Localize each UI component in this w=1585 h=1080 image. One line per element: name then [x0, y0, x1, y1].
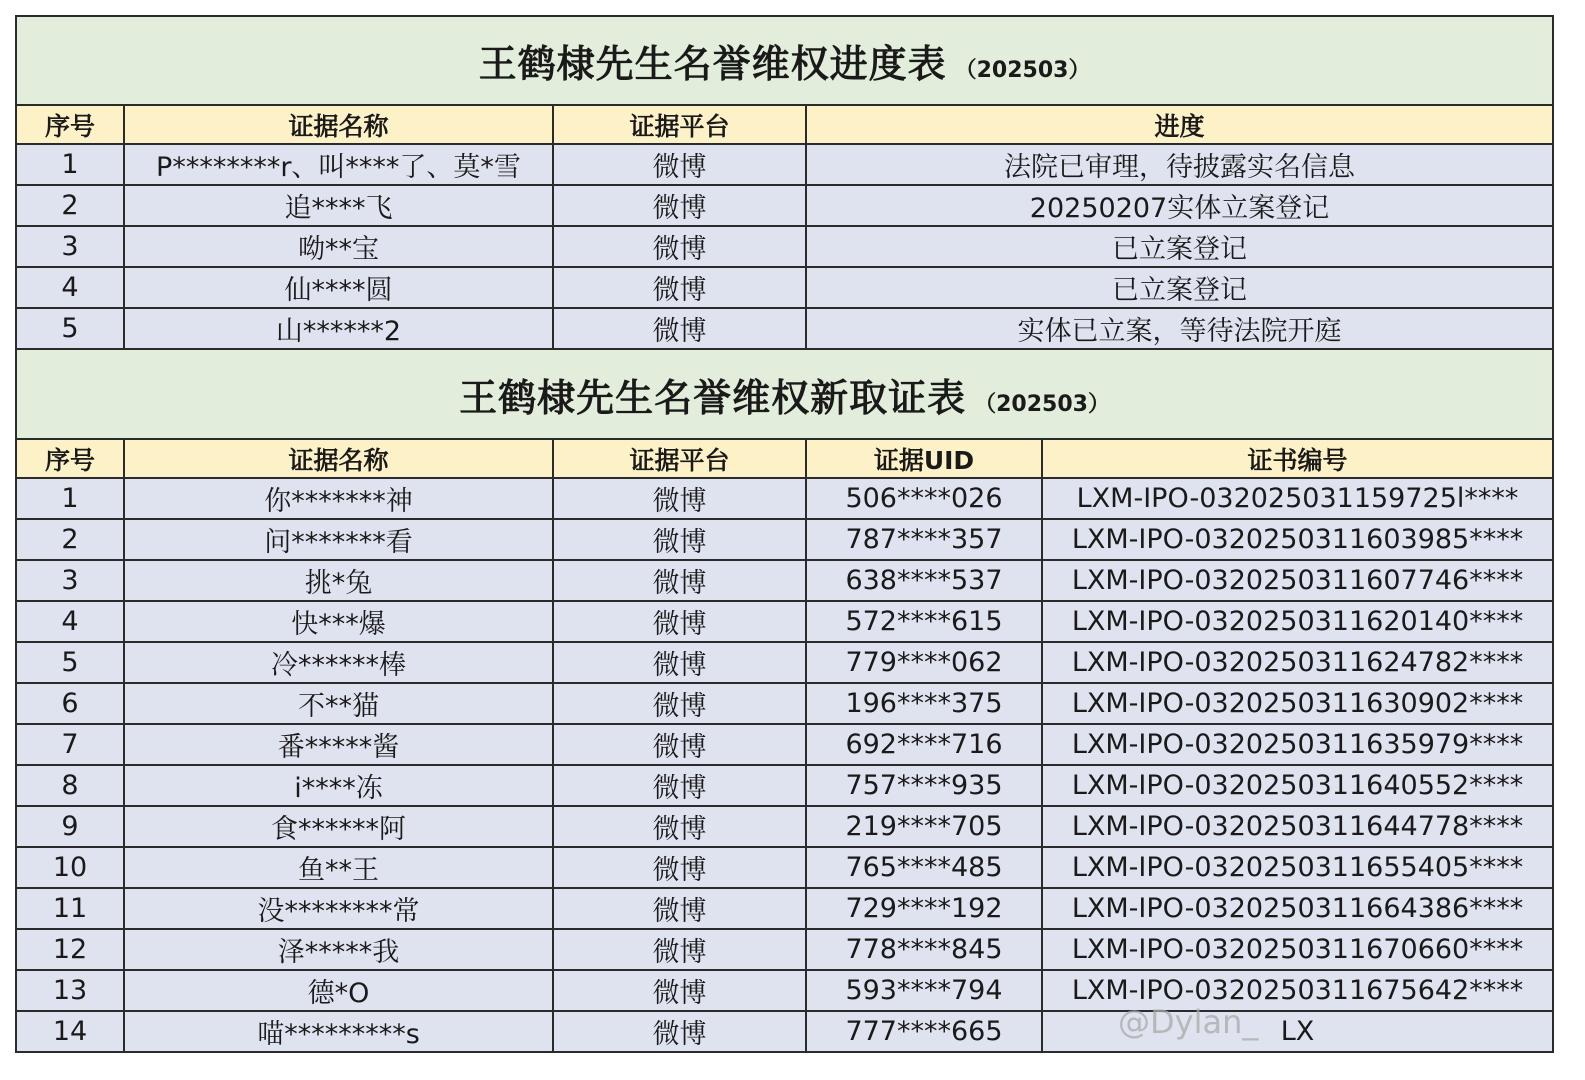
cell-uid: 572****615 [806, 601, 1042, 642]
table-row [16, 683, 1553, 724]
cell-certificate-no: LXM-IPO-0320250311607746**** [1042, 560, 1553, 601]
cell-index: 10 [16, 847, 124, 888]
cell-uid: 777****665 [806, 1011, 1042, 1052]
cell-index: 13 [16, 970, 124, 1011]
cell-evidence-name: 挑*兔 [124, 560, 553, 601]
cell-index: 9 [16, 806, 124, 847]
cell-evidence-name: 你*******神 [124, 478, 553, 519]
cell-certificate-no: LXM-IPO-0320250311603985**** [1042, 519, 1553, 560]
progress-table-date: （202503） [954, 58, 1091, 83]
progress-table-title-text: 王鹤棣先生名誉维权进度表 [478, 42, 947, 86]
cell-platform: 微博 [553, 560, 806, 601]
header-platform: 证据平台 [553, 439, 806, 478]
cell-platform: 微博 [553, 765, 806, 806]
cell-index: 5 [16, 308, 124, 349]
cell-evidence-name: P********r、叫****了、莫*雪 [124, 144, 553, 185]
cell-index: 2 [16, 519, 124, 560]
cell-evidence-name: 食******阿 [124, 806, 553, 847]
header-uid: 证据UID [806, 439, 1042, 478]
rights-table [15, 15, 1554, 1053]
cell-index: 4 [16, 601, 124, 642]
evidence-table-title [16, 349, 1553, 439]
cell-certificate-no: LXM-IPO-0320250311624782**** [1042, 642, 1553, 683]
cell-platform: 微博 [553, 724, 806, 765]
table-row [16, 765, 1553, 806]
progress-table-header [16, 105, 1553, 144]
cell-evidence-name: 问*******看 [124, 519, 553, 560]
cell-platform: 微博 [553, 144, 806, 185]
cell-uid: 692****716 [806, 724, 1042, 765]
cell-platform: 微博 [553, 185, 806, 226]
cell-uid: 593****794 [806, 970, 1042, 1011]
cell-platform: 微博 [553, 478, 806, 519]
cell-uid: 787****357 [806, 519, 1042, 560]
watermark: @Dylan_ [1118, 1003, 1259, 1041]
cell-platform: 微博 [553, 806, 806, 847]
cell-uid: 729****192 [806, 888, 1042, 929]
table-row [16, 888, 1553, 929]
cell-uid: 196****375 [806, 683, 1042, 724]
cell-evidence-name: 呦**宝 [124, 226, 553, 267]
cell-certificate-no: LXM-IPO-0320250311630902**** [1042, 683, 1553, 724]
cell-evidence-name: 泽*****我 [124, 929, 553, 970]
table-row [16, 724, 1553, 765]
cell-certificate-no: LXM-IPO-0320250311635979**** [1042, 724, 1553, 765]
cell-certificate-no: LX [1042, 1011, 1553, 1052]
table-row [16, 806, 1553, 847]
cell-certificate-no: LXM-IPO-0320250311640552**** [1042, 765, 1553, 806]
cell-uid: 757****935 [806, 765, 1042, 806]
table-row [16, 642, 1553, 683]
cell-index: 8 [16, 765, 124, 806]
cell-platform: 微博 [553, 267, 806, 308]
header-certificate-no: 证书编号 [1042, 439, 1553, 478]
table-row [16, 478, 1553, 519]
cell-evidence-name: 冷******棒 [124, 642, 553, 683]
cell-uid: 779****062 [806, 642, 1042, 683]
evidence-table-date: （202503） [974, 391, 1110, 417]
cell-evidence-name: 德*O [124, 970, 553, 1011]
cell-index: 4 [16, 267, 124, 308]
evidence-table-title-text: 王鹤棣先生名誉维权新取证表 [459, 375, 967, 420]
table-row [16, 308, 1553, 349]
cell-evidence-name: i****冻 [124, 765, 553, 806]
cell-progress: 已立案登记 [806, 226, 1553, 267]
cell-platform: 微博 [553, 847, 806, 888]
cell-index: 3 [16, 560, 124, 601]
evidence-table-body [16, 478, 1553, 1052]
table-row [16, 1011, 1553, 1052]
cell-certificate-no: LXM-IPO-0320250311664386**** [1042, 888, 1553, 929]
evidence-table-title-row [16, 349, 1553, 439]
cell-index: 3 [16, 226, 124, 267]
table-row [16, 601, 1553, 642]
cell-platform: 微博 [553, 519, 806, 560]
cell-evidence-name: 快***爆 [124, 601, 553, 642]
cell-uid: 219****705 [806, 806, 1042, 847]
cell-index: 5 [16, 642, 124, 683]
evidence-sheet [15, 15, 1552, 1053]
cell-index: 11 [16, 888, 124, 929]
cell-progress: 已立案登记 [806, 267, 1553, 308]
cell-progress: 20250207实体立案登记 [806, 185, 1553, 226]
cell-certificate-no: LXM-IPO-0320250311670660**** [1042, 929, 1553, 970]
cell-certificate-no: LXM-IPO-032025031159725l**** [1042, 478, 1553, 519]
progress-table-body [16, 144, 1553, 349]
cell-platform: 微博 [553, 970, 806, 1011]
table-row [16, 847, 1553, 888]
cell-platform: 微博 [553, 1011, 806, 1052]
table-row [16, 929, 1553, 970]
cell-index: 7 [16, 724, 124, 765]
table-row [16, 185, 1553, 226]
cell-progress: 法院已审理，待披露实名信息 [806, 144, 1553, 185]
cell-evidence-name: 没********常 [124, 888, 553, 929]
progress-table-title-row [16, 16, 1553, 105]
cell-certificate-no: LXM-IPO-0320250311655405**** [1042, 847, 1553, 888]
table-row [16, 144, 1553, 185]
cell-platform: 微博 [553, 683, 806, 724]
cell-index: 1 [16, 144, 124, 185]
cell-certificate-no: LXM-IPO-0320250311644778**** [1042, 806, 1553, 847]
header-platform: 证据平台 [553, 105, 806, 144]
cell-platform: 微博 [553, 888, 806, 929]
header-evidence-name: 证据名称 [124, 105, 553, 144]
cell-evidence-name: 仙****圆 [124, 267, 553, 308]
cell-evidence-name: 不**猫 [124, 683, 553, 724]
table-row [16, 560, 1553, 601]
cell-index: 14 [16, 1011, 124, 1052]
cell-progress: 实体已立案，等待法院开庭 [806, 308, 1553, 349]
evidence-table-header [16, 439, 1553, 478]
cell-uid: 765****485 [806, 847, 1042, 888]
table-row [16, 519, 1553, 560]
header-index: 序号 [16, 105, 124, 144]
cell-platform: 微博 [553, 929, 806, 970]
cell-evidence-name: 喵*********s [124, 1011, 553, 1052]
header-index: 序号 [16, 439, 124, 478]
cell-platform: 微博 [553, 308, 806, 349]
progress-table-title [16, 16, 1553, 105]
cell-index: 12 [16, 929, 124, 970]
cell-uid: 778****845 [806, 929, 1042, 970]
cell-evidence-name: 山******2 [124, 308, 553, 349]
cell-uid: 638****537 [806, 560, 1042, 601]
cell-index: 2 [16, 185, 124, 226]
cell-evidence-name: 番*****酱 [124, 724, 553, 765]
cell-index: 6 [16, 683, 124, 724]
cell-evidence-name: 追****飞 [124, 185, 553, 226]
cell-evidence-name: 鱼**王 [124, 847, 553, 888]
cell-uid: 506****026 [806, 478, 1042, 519]
header-evidence-name: 证据名称 [124, 439, 553, 478]
table-row [16, 267, 1553, 308]
table-row [16, 970, 1553, 1011]
cell-platform: 微博 [553, 642, 806, 683]
cell-certificate-no: LXM-IPO-0320250311675642**** [1042, 970, 1553, 1011]
cell-certificate-no: LXM-IPO-0320250311620140**** [1042, 601, 1553, 642]
table-row [16, 226, 1553, 267]
cell-index: 1 [16, 478, 124, 519]
cell-platform: 微博 [553, 601, 806, 642]
cell-platform: 微博 [553, 226, 806, 267]
header-progress: 进度 [806, 105, 1553, 144]
